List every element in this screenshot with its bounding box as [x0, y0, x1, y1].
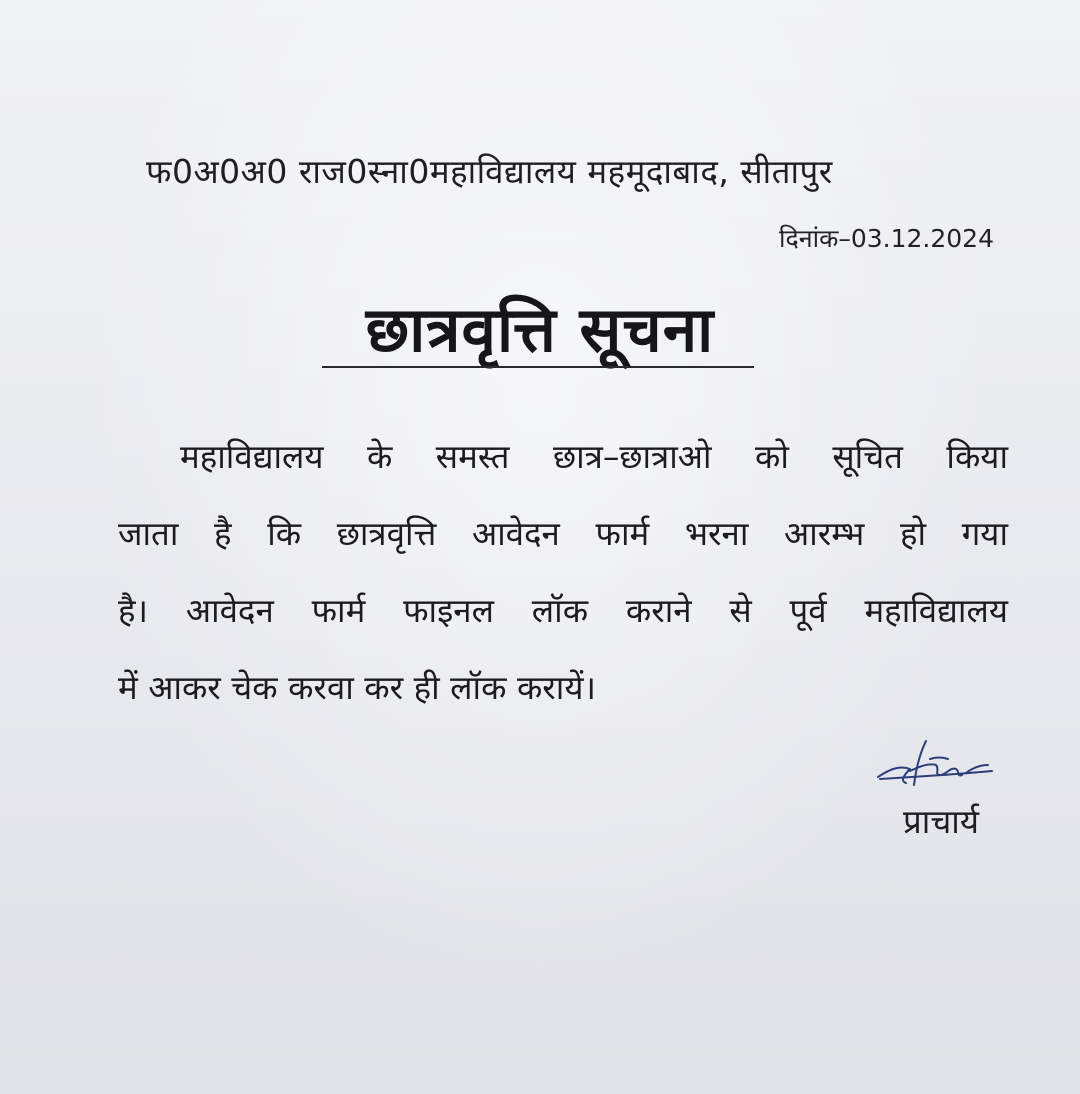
- college-name-heading: फ0अ0अ0 राज0स्ना0महाविद्यालय महमूदाबाद, सीतापुर: [146, 152, 833, 191]
- body-line-4: में आकर चेक करवा कर ही लॉक करायें।: [118, 668, 596, 707]
- notice-title: छात्रवृत्ति सूचना: [365, 293, 715, 366]
- body-line-1: महाविद्यालय के समस्त छात्र–छात्राओ को सूचित किया: [180, 437, 1008, 476]
- title-underline: [322, 366, 754, 368]
- body-line-2: जाता है कि छात्रवृत्ति आवेदन फार्म भरना आरम्भ हो गया: [118, 514, 1008, 553]
- principal-signature: [870, 735, 1000, 805]
- notice-body: [118, 418, 1008, 726]
- principal-designation: प्राचार्य: [903, 802, 979, 841]
- body-line-3: है। आवेदन फार्म फाइनल लॉक कराने से पूर्व महाविद्यालय: [118, 591, 1008, 630]
- notice-date: दिनांक–03.12.2024: [779, 224, 994, 253]
